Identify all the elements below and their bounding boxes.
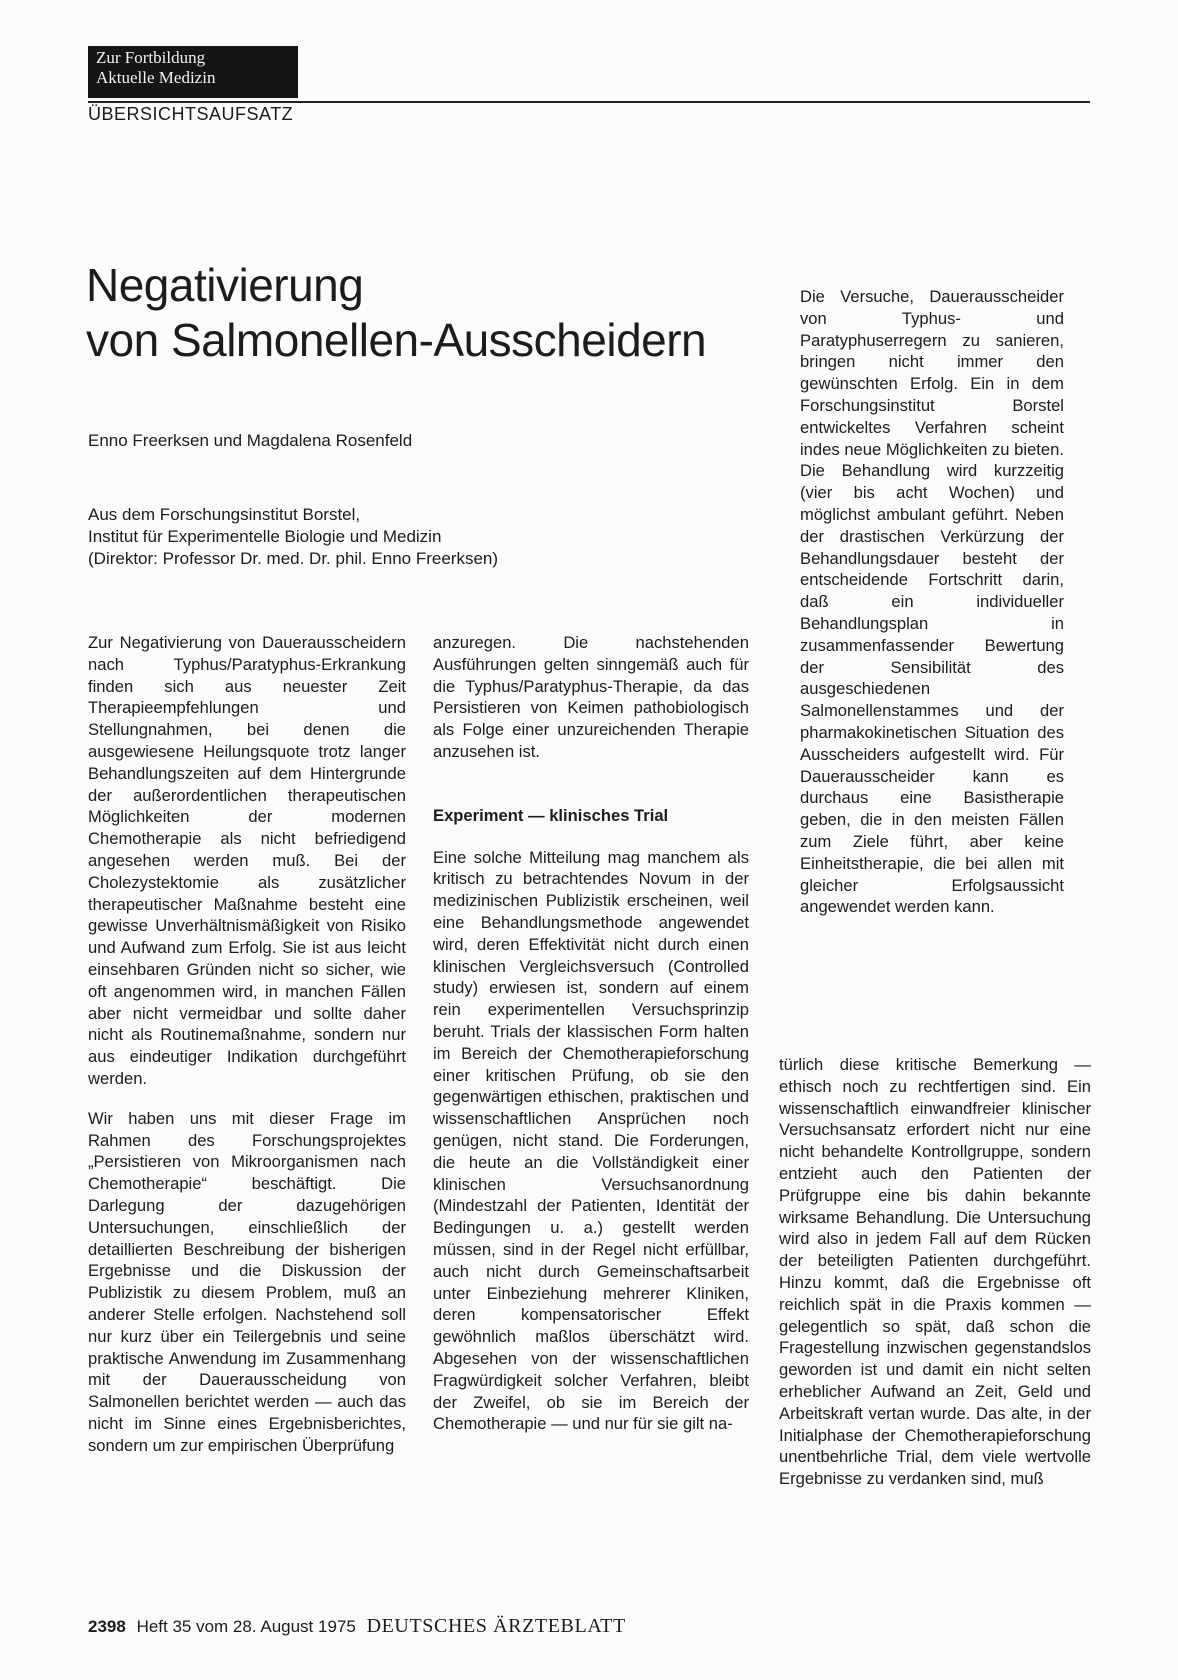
author-line: Enno Freerksen und Magdalena Rosenfeld (88, 431, 413, 450)
body-paragraph: anzuregen. Die nachstehenden Ausführungen gelten sinngemäß auch für die Typhus/Paratyphus-Therapie, da das Persistieren von Keimen pathobiologisch als Folge einer unzureichenden Therapie anzusehen ist. (433, 633, 749, 761)
body-paragraph: Zur Negativierung von Dauerausscheidern nach Typhus/Paratyphus-Erkrankung finden sich aus neuester Zeit Therapieempfehlungen und Stellungnahmen, bei denen die ausgewiesene Heilungsquote trotz langer Behandlungszeiten auf dem Hintergrunde der außerordentlichen therapeutischen Möglichkeiten der modernen Chemotherapie als nicht befriedigend angesehen werden muß. Bei der Cholezystektomie als zusätzlicher therapeutischer Maßnahme besteht eine gewisse Unverhältnismäßigkeit von Risiko und Aufwand zum Erfolg. Sie ist aus leicht einsehbaren Gründen nicht so sicher, wie oft angenommen wird, in manchen Fällen aber nicht vermeidbar und sollte daher nicht als Routinemaßnahme, sondern nur aus eindeutiger Indikation durchgeführt werden. (88, 633, 406, 1088)
badge-line-1: Zur Fortbildung (96, 48, 206, 67)
category-badge (88, 46, 298, 98)
badge-line-2: Aktuelle Medizin (96, 68, 216, 87)
abstract-text: Die Versuche, Dauerausscheider von Typhus- und Paratyphuserregern zu sanieren, bringen nicht immer den gewünschten Erfolg. Ein in dem Forschungsinstitut Borstel entwickeltes Verfahren scheint indes neue Möglichkeiten zu bieten. Die Behandlung wird kurzzeitig (vier bis acht Wochen) und möglichst ambulant geführt. Neben der drastischen Verkürzung der Behandlungsdauer besteht der entscheidende Fortschritt darin, daß ein individueller Behandlungsplan in zusammenfassender Bewertung der Sensibilität des ausgeschiedenen Salmonellenstammes und der pharmakokinetischen Situation des Ausscheiders aufgestellt wird. Für Dauerausscheider kann es durchaus eine Basistherapie geben, die in den meisten Fällen zum Ziele führt, aber keine Einheitstherapie, die bei allen mit gleicher Erfolgsaussicht angewendet werden kann. (800, 287, 1064, 917)
body-column-3 (779, 1054, 1091, 1490)
affiliation-line-2: Institut für Experimentelle Biologie und Medizin (88, 527, 442, 546)
page-footer (88, 1615, 626, 1638)
abstract-column (800, 286, 1064, 918)
affiliation (88, 504, 498, 570)
issue-info: Heft 35 vom 28. August 1975 (136, 1617, 356, 1636)
section-heading: Experiment — klinisches Trial (433, 805, 669, 825)
body-column-2 (433, 632, 749, 1435)
journal-name: DEUTSCHES ÄRZTEBLATT (366, 1615, 626, 1637)
affiliation-line-3: (Direktor: Professor Dr. med. Dr. phil. Enno Freerksen) (88, 549, 499, 568)
section-label: ÜBERSICHTSAUFSATZ (88, 104, 294, 124)
affiliation-line-1: Aus dem Forschungsinstitut Borstel, (88, 505, 361, 524)
article-title (86, 258, 706, 368)
page-number: 2398 (88, 1617, 126, 1636)
body-paragraph: Wir haben uns mit dieser Frage im Rahmen des Forschungsprojektes „Persistieren von Mikroorganismen nach Chemotherapie“ beschäftigt. Die Darlegung der dazugehörigen Untersuchungen, einschließlich der detaillierten Beschreibung der bisherigen Ergebnisse und die Diskussion der Publizistik zu diesem Problem, muß an anderer Stelle erfolgen. Nachstehend soll nur kurz über ein Teilergebnis und seine praktische Anwendung im Zusammenhang mit der Dauerausscheidung von Salmonellen berichtet werden — auch das nicht im Sinne eines Ergebnisberichtes, sondern um zur empirischen Überprüfung (88, 1108, 406, 1455)
body-paragraph: türlich diese kritische Bemerkung — ethisch noch zu rechtfertigen sind. Ein wissenschaftlich einwandfreier klinischer Versuchsansatz erfordert nicht nur eine nicht behandelte Kontrollgruppe, sondern entzieht auch den Patienten der Prüfgruppe eine bis dahin bekannte wirksame Behandlung. Die Untersuchung wird also in jedem Fall auf dem Rücken der beteiligten Patienten durchgeführt. Hinzu kommt, daß die Ergebnisse oft reichlich spät in die Praxis kommen — gelegentlich so spät, daß schon die Fragestellung inzwischen gegenstandslos geworden ist und damit ein nicht selten erheblicher Aufwand an Zeit, Geld und Arbeitskraft vertan wurde. Das alte, in der Initialphase der Chemotherapieforschung unentbehrliche Trial, dem viele wertvolle Ergebnisse zu verdanken sind, muß (779, 1055, 1091, 1489)
header-rule (88, 101, 1090, 103)
title-line-1: Negativierung (86, 259, 364, 311)
body-paragraph: Eine solche Mitteilung mag manchem als kritisch zu betrachtendes Novum in der medizinischen Publizistik erscheinen, weil eine Behandlungsmethode angewendet wird, deren Effektivität nicht durch einen klinischen Vergleichsversuch (Controlled study) erwiesen ist, sondern auf einem rein experimentellen Versuchsprinzip beruht. Trials der klassischen Form halten im Bereich der Chemotherapieforschung einer kritischen Prüfung, ob sie den gegenwärtigen ethischen, praktischen und wissenschaftlichen Ansprüchen noch genügen, nicht stand. Die Forderungen, die heute an die Vollständigkeit einer klinischen Versuchsanordnung (Mindestzahl der Patienten, Identität der Bedingungen u. a.) gestellt werden müssen, sind in der Regel nicht erfüllbar, auch nicht durch Gemeinschaftsarbeit unter Einbeziehung mehrerer Kliniken, deren kompensatorischer Effekt gewöhnlich maßlos überschätzt wird. Abgesehen von der wissenschaftlichen Fragwürdigkeit solcher Verfahren, bleibt der Zweifel, ob sie im Bereich der Chemotherapie — und nur für sie gilt na- (433, 847, 749, 1434)
body-column-1 (88, 632, 406, 1456)
title-line-2: von Salmonellen-Ausscheidern (86, 314, 707, 366)
